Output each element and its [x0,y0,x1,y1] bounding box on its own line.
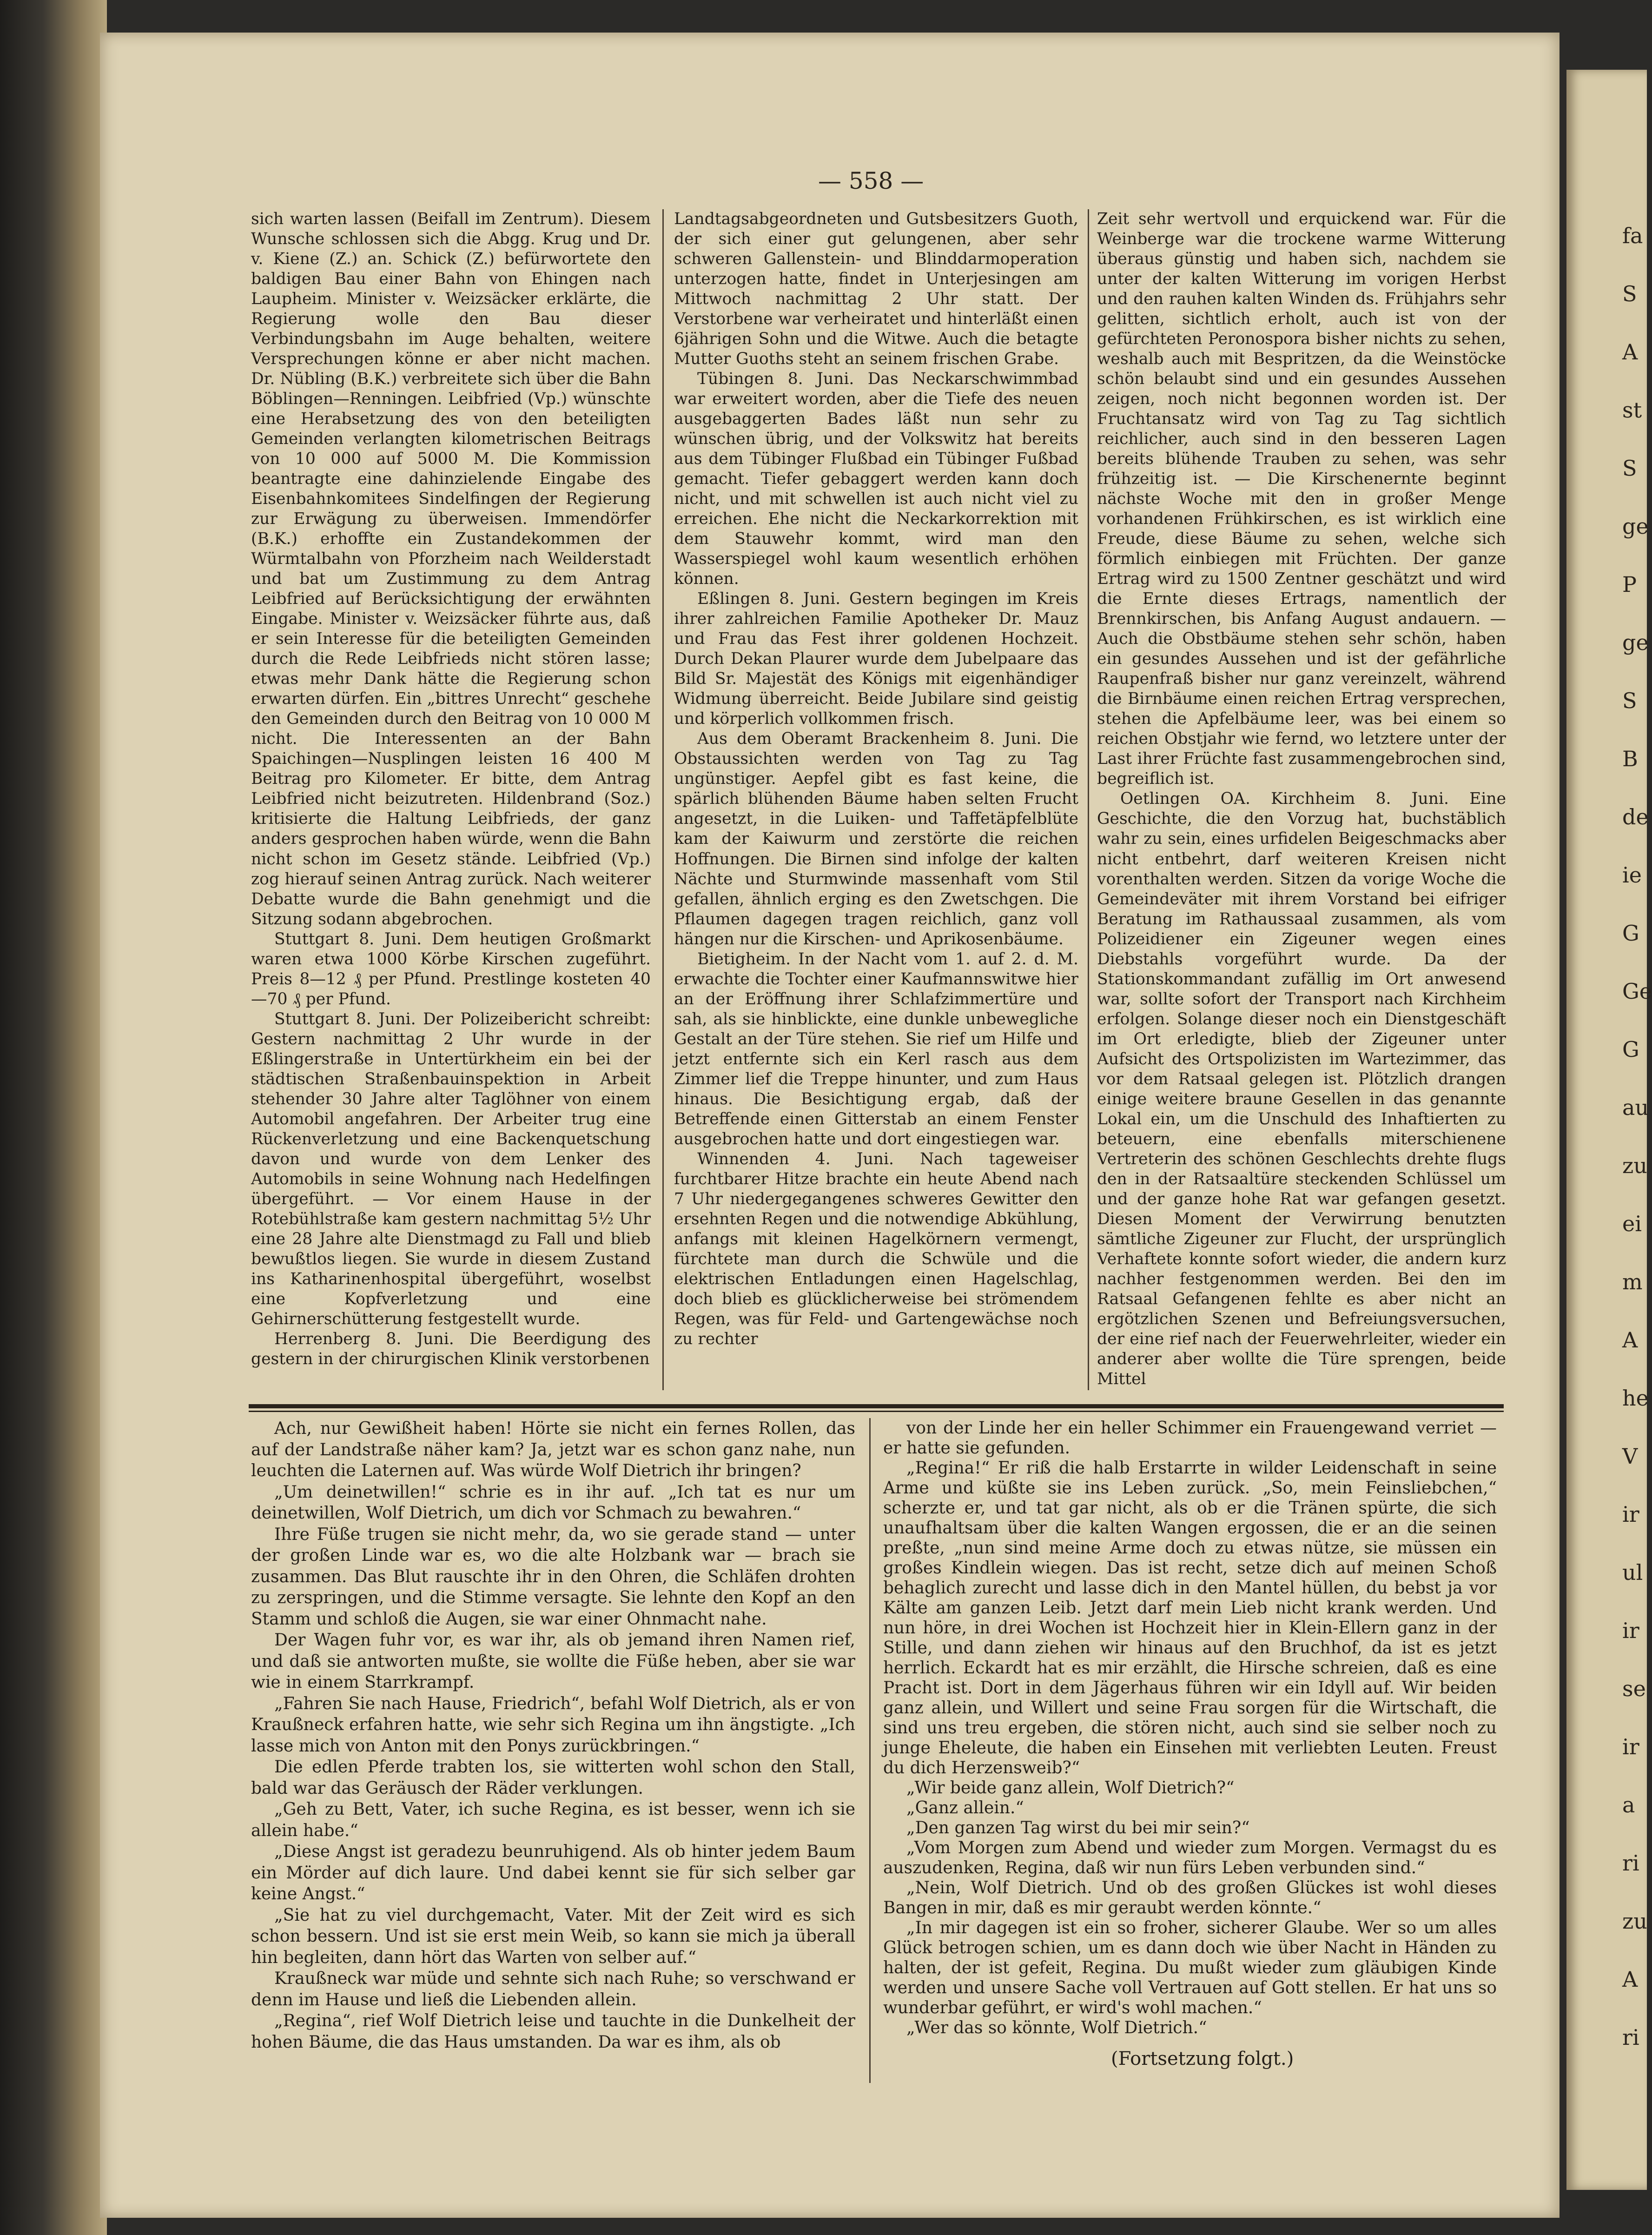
feuilleton-paragraph: Ach, nur Gewißheit haben! Hörte sie nicht ein fernes Rollen, das auf der Landstraße näher kam? Ja, jetzt war es schon ganz nahe, nun leuchten die Laternen auf. Was würde Wolf Dietrich ihr bringen? [251,1419,855,1480]
facing-page-fragment: S [1622,281,1637,306]
feuilleton-paragraph: „Um deinetwillen!“ schrie es in ihr auf. „Ich tat es nur um deinetwillen, Wolf Dietrich, um dich vor Schmach zu bewahren.“ [251,1482,855,1523]
news-paragraph: Bietigheim. In der Nacht vom 1. auf 2. d. M. erwachte die Tochter einer Kaufmannswitwe hier an der Eröffnung ihrer Schlafzimmertüre und sah, als sie hinblickte, eine dunkle unbewegliche Gestalt an der Türe stehen. Sie rief um Hilfe und jetzt entfernte sich ein Kerl rasch aus dem Zimmer lief die Treppe hinunter, und zum Haus hinaus. Die Besichtigung ergab, daß der Betreffende einen Gitterstab an einem Fenster ausgebrochen hatte und dort eingestiegen war. [674,949,1078,1148]
news-paragraph: sich warten lassen (Beifall im Zentrum). Diesem Wunsche schlossen sich die Abgg. Krug und Dr. v. Kiene (Z.) an. Schick (Z.) befürwortete den baldigen Bau einer Bahn von Ehingen nach Laupheim. Minister v. Weizsäcker erklärte, die Regierung wolle den Bau dieser Verbindungsbahn im Auge behalten, weitere Versprechungen könne er aber nicht machen. Dr. Nübling (B.K.) verbreitete sich über die Bahn Böblingen—Renningen. Leibfried (Vp.) wünschte eine Herabsetzung des von den beteiligten Gemeinden verlangten kilometrischen Beitrags von 10 000 auf 5000 M. Die Kommission beantragte eine dahinzielende Eingabe des Eisenbahnkomitees Sindelfingen der Regierung zur Erwägung zu überweisen. Immendörfer (B.K.) erhoffte ein Zustandekommen der Würmtalbahn von Pforzheim nach Weilderstadt und bat um Zustimmung zu dem Antrag Leibfried auf Berücksichtigung der erwähnten Eingabe. Minister v. Weizsäcker führte aus, daß er sein Interesse für die beteiligten Gemeinden durch die Rede Leibfrieds nicht stören lasse; etwas mehr Dank hätte die Regierung schon erwarten dürfen. Ein „bittres Unrecht“ geschehe den Gemeinden durch den Beitrag von 10 000 M nicht. Die Interessenten an der Bahn Spaichingen—Nusplingen leisten 16 400 M Beitrag pro Kilometer. Er bitte, dem Antrag Leibfried nicht beizutreten. Hildenbrand (Soz.) kritisierte die Haltung Leibfrieds, der ganz anders gesprochen haben würde, wenn die Bahn nicht schon im Gesetz stände. Leibfried (Vp.) zog hierauf seinen Antrag zurück. Nach weiterer Debatte wurde die Bahn genehmigt und die Sitzung sodann abgebrochen. [251,210,651,928]
news-paragraph: Stuttgart 8. Juni. Der Polizeibericht schreibt: Gestern nachmittag 2 Uhr wurde in der Eßlingerstraße in Untertürkheim ein bei der städtischen Straßenbauinspektion in Arbeit stehender 30 Jahre alter Taglöhner von einem Automobil angefahren. Der Arbeiter trug eine Rückenverletzung und eine Backenquetschung davon und wurde von dem Lenker des Automobils in seine Wohnung nach Hedelfingen übergeführt. — Vor einem Hause in der Rotebühlstraße kam gestern nachmittag 5½ Uhr eine 28 Jahre alte Dienstmagd zu Fall und blieb bewußtlos liegen. Sie wurde in diesem Zustand ins Katharinenhospital übergeführt, woselbst eine Kopfverletzung und eine Gehirnerschütterung festgestellt wurde. [251,1009,651,1328]
facing-page-fragment: st [1622,398,1642,423]
facing-page-fragment: ei [1622,1211,1642,1236]
feuilleton-paragraph: „Fahren Sie nach Hause, Friedrich“, befahl Wolf Dietrich, als er von Kraußneck erfahren hatte, wie sehr sich Regina um ihn ängstigte. „Ich lasse mich von Anton mit den Ponys zurückbringen.“ [251,1694,855,1756]
facing-page-fragment: G [1622,1037,1639,1062]
feuilleton-column-2 [883,1418,1497,2038]
feuilleton-paragraph: „Sie hat zu viel durchgemacht, Vater. Mit der Zeit wird es sich schon bessern. Und ist sie erst mein Weib, so kann sie mich ja überall hin begleiten, dann hört das Warten von selber auf.“ [251,1905,855,1967]
column-rule-1 [662,209,664,1390]
feuilleton-paragraph: Ihre Füße trugen sie nicht mehr, da, wo sie gerade stand — unter der großen Linde war es, wo die alte Holzbank war — brach sie zusammen. Das Blut rauschte ihr in den Ohren, die Schläfen drohten zu zerspringen, und die Stimme versagte. Sie lehnte den Kopf an den Stamm und schloß die Augen, sie war einer Ohnmacht nahe. [251,1525,855,1629]
feuilleton-paragraph: „Regina“, rief Wolf Dietrich leise und tauchte in die Dunkelheit der hohen Bäume, die das Haus umstanden. Da war es ihm, als ob [251,2011,855,2052]
news-paragraph: Winnenden 4. Juni. Nach tageweiser furchtbarer Hitze brachte ein heute Abend nach 7 Uhr niedergegangenes schweres Gewitter den ersehnten Regen und die notwendige Abkühlung, anfangs mit kleinen Hagelkörnern vermengt, fürchtete man durch die Schwüle und die elektrischen Entladungen einen Hagelschlag, doch blieb es glücklicherweise bei strömendem Regen, was für Feld- und Gartengewächse noch zu rechter [674,1149,1078,1348]
facing-page-fragment: A [1622,1967,1638,1992]
facing-page-fragment: he [1622,1386,1649,1411]
facing-page-fragment: V [1622,1444,1638,1469]
facing-page-fragment: m [1622,1269,1643,1294]
facing-page-fragment: se [1622,1676,1646,1701]
news-paragraph: Eßlingen 8. Juni. Gestern begingen im Kreis ihrer zahlreichen Familie Apotheker Dr. Mauz und Frau das Fest ihrer goldenen Hochzeit. Durch Dekan Plaurer wurde dem Jubelpaare das Bild Sr. Majestät des Königs mit eigenhändiger Widmung überreicht. Beide Jubilare sind geistig und körperlich vollkommen frisch. [674,590,1078,729]
book-edge [0,0,107,2235]
feuilleton-divider-thin [249,1411,1504,1412]
news-column-2 [674,209,1078,1349]
feuilleton-paragraph: „Regina!“ Er riß die halb Erstarrte in wilder Leidenschaft in seine Arme und küßte sie ins Leben zurück. „So, mein Feinsliebchen,“ scherzte er, und tat gar nicht, als ob er die Tränen spürte, die sich unaufhaltsam über die kalten Wangen ergossen, die er an die seinen preßte, „nun sind meine Arme doch zu etwas nütze, sie müssen ein großes Kindlein wiegen. Das ist recht, setze dich auf meinen Schoß behaglich zurecht und lasse dich in den Mantel hüllen, du bebst ja vor Kälte am ganzen Leib. Jetzt darf mein Lieb nicht krank werden. Und nun höre, in drei Wochen ist Hochzeit hier in Klein-Ellern ganz in der Stille, und dann ziehen wir hinaus auf den Bruchhof, da ist es jetzt herrlich. Eckardt hat es mir erzählt, die Hirsche schreien, daß es eine Pracht ist. Dort in dem Jägerhaus führen wir ein Idyll auf. Wir beiden ganz allein, und Willert und seine Frau sorgen für die Wirtschaft, die sind uns treu ergeben, die stören nicht, auch sind sie selber noch zu junge Eheleute, die haben ein Einsehen mit verliebten Leuten. Freust du dich Herzensweib?“ [883,1459,1497,1777]
facing-page-fragment: B [1622,746,1638,771]
facing-page-fragment: ri [1622,1850,1639,1876]
feuilleton-paragraph: „Den ganzen Tag wirst du bei mir sein?“ [906,1818,1250,1837]
news-paragraph: Oetlingen OA. Kirchheim 8. Juni. Eine Geschichte, die den Vorzug hat, buchstäblich wahr zu sein, eines urfidelen Beigeschmacks aber nicht entbehrt, darf weiteren Kreisen nicht vorenthalten werden. Sitzen da vorige Woche die Gemeindeväter mit ihrem Vorstand bei eifriger Beratung im Rathaussaal zusammen, als vom Polizeidiener ein Zigeuner wegen eines Diebstahls vorgeführt wurde. Da der Stationskommandant zufällig im Ort anwesend war, sollte sofort der Transport nach Kirchheim erfolgen. Solange dieser noch ein Dienstgeschäft im Ort erledigte, blieb der Zigeuner unter Aufsicht des Ortspolizisten im Wartezimmer, das vor dem Ratsaal gelegen ist. Plötzlich drangen einige weitere braune Gesellen in das genannte Lokal ein, um die Unschuld des Inhaftierten zu beteuern, eine ebenfalls miterschienene Vertreterin des schönen Geschlechts drehte flugs den in der Ratsaaltüre steckenden Schlüssel um und der ganze hohe Rat war gefangen gesetzt. Diesen Moment der Verwirrung benutzten sämtliche Zigeuner zur Flucht, der ursprünglich Verhaftete konnte sofort wieder, die andern kurz nachher festgenommen werden. Bei den im Ratsaal Gefangenen fehlte es aber nicht an ergötzlichen Szenen und Befreiungsversuchen, der eine rief nach der Feuerwehrleiter, wieder ein anderer aber wollte die Türe sprengen, beide Mittel [1097,789,1506,1388]
news-paragraph: Herrenberg 8. Juni. Die Beerdigung des gestern in der chirurgischen Klinik verstorbenen [251,1329,651,1368]
feuilleton-divider-thick [249,1404,1504,1408]
facing-page-fragment: de [1622,804,1649,829]
continuation-note: (Fortsetzung folgt.) [1111,2048,1294,2069]
feuilleton-paragraph: Der Wagen fuhr vor, es war ihr, als ob jemand ihren Namen rief, und daß sie antworten mußte, sie wollte die Füße heben, aber sie war wie in einem Starrkrampf. [251,1631,855,1692]
facing-page-fragment: au [1622,1095,1649,1120]
news-column-3 [1097,209,1506,1389]
column-rule-2 [1088,209,1089,1390]
feuilleton-paragraph: „Geh zu Bett, Vater, ich suche Regina, es ist besser, wenn ich sie allein habe.“ [251,1800,855,1840]
feuilleton-paragraph: Die edlen Pferde trabten los, sie witterten wohl schon den Stall, bald war das Geräusch der Räder verklungen. [251,1757,855,1798]
facing-page-fragment: A [1622,339,1638,365]
facing-page-fragment: S [1622,456,1637,481]
facing-page-fragment: ri [1622,2025,1639,2050]
news-paragraph: Landtagsabgeordneten und Gutsbesitzers Guoth, der sich einer gut gelungenen, aber sehr schweren Gallenstein- und Blinddarmoperation unterzogen hatte, findet in Unterjesingen am Mittwoch nachmittag 2 Uhr statt. Der Verstorbene war verheiratet und hinterläßt einen 6jährigen Sohn und die Witwe. Auch die betagte Mutter Guoths steht an seinem frischen Grabe. [674,210,1078,369]
facing-page-fragment: ul [1622,1560,1643,1585]
facing-page-fragment: ir [1622,1502,1639,1527]
facing-page-fragment: ie [1622,862,1642,888]
facing-page-fragment: a [1622,1792,1635,1817]
feuilleton-paragraph: „Ganz allein.“ [906,1798,1024,1817]
feuilleton-paragraph: von der Linde her ein heller Schimmer ein Frauengewand verriet — er hatte sie gefunden. [883,1419,1497,1458]
news-paragraph: Stuttgart 8. Juni. Dem heutigen Großmarkt waren etwa 1000 Körbe Kirschen zugeführt. Preis 8—12 ₰ per Pfund. Prestlinge kosteten 40—70 ₰ per Pfund. [251,929,651,1008]
feuilleton-column-1 [251,1418,855,2053]
facing-page-fragment: Ge [1622,979,1652,1004]
feuilleton-paragraph: „Wir beide ganz allein, Wolf Dietrich?“ [906,1778,1235,1797]
news-paragraph: Aus dem Oberamt Brackenheim 8. Juni. Die Obstaussichten werden von Tag zu Tag ungünstiger. Aepfel gibt es fast keine, die spärlich blühenden Bäume haben selten Frucht angesetzt, in die Luiken- und Taffetäpfelblüte kam der Kaiwurm und zerstörte die reichen Hoffnungen. Die Birnen sind infolge der kalten Nächte und Sturmwinde massenhaft vom Stil gefallen, ähnlich erging es den Zwetschgen. Die Pflaumen dagegen tragen reichlich, ganz voll hängen nur die Kirschen- und Aprikosenbäume. [674,730,1078,948]
facing-page-fragment: A [1622,1327,1638,1353]
news-column-1 [251,209,651,1369]
facing-page-fragment: ir [1622,1618,1639,1643]
feuilleton-column-rule [869,1418,871,2083]
facing-page-fragment: zu [1622,1153,1647,1178]
facing-page-edge [1566,70,1652,2190]
facing-page-fragment: P [1622,572,1637,597]
feuilleton-paragraph: „In mir dagegen ist ein so froher, sicherer Glaube. Wer so um alles Glück betrogen schien, um es dann doch wie über Nacht in Händen zu halten, der ist gefeit, Regina. Du mußt wieder zum gläubigen Kinde werden und unsere Sache voll Vertrauen auf Gott stellen. Er hat uns so wunderbar geführt, er wird's wohl machen.“ [883,1918,1497,2017]
facing-page-fragment: ir [1622,1734,1639,1759]
facing-page-fragment: fa [1622,223,1643,248]
facing-page-fragment: ge [1622,514,1649,539]
facing-page-fragment: G [1622,921,1639,946]
feuilleton-paragraph: „Wer das so könnte, Wolf Dietrich.“ [906,2018,1207,2037]
feuilleton-paragraph: „Vom Morgen zum Abend und wieder zum Morgen. Vermagst du es auszudenken, Regina, daß wir nun fürs Leben verbunden sind.“ [883,1838,1497,1877]
facing-page-fragment: S [1622,688,1637,713]
facing-page-fragment: ge [1622,630,1649,655]
news-paragraph: Zeit sehr wertvoll und erquickend war. Für die Weinberge war die trockene warme Witterung überaus günstig und haben sich, nachdem sie unter der kalten Witterung im vorigen Herbst und den rauhen kalten Winden ds. Frühjahrs sehr gelitten, sichtlich erholt, auch ist von der gefürchteten Peronospora bisher nichts zu sehen, weshalb auch mit Bespritzen, da die Weinstöcke schön belaubt sind und ein gesundes Aussehen zeigen, noch nicht begonnen worden ist. Der Fruchtansatz wird von Tag zu Tag sichtlich reichlicher, auch sind in den besseren Lagen bereits blühende Trauben zu sehen, was sehr frühzeitig ist. — Die Kirschenernte beginnt nächste Woche mit den in großer Menge vorhandenen Frühkirschen, es ist wirklich eine Freude, diese Bäume zu sehen, welche sich förmlich einbiegen mit Früchten. Der ganze Ertrag wird zu 1500 Zentner geschätzt und wird die Ernte dieses Ertrags, namentlich der Brennkirschen, bis Anfang August andauern. — Auch die Obstbäume stehen sehr schön, haben ein gesundes Aussehen und ist der gefährliche Raupenfraß bisher nur ganz vereinzelt, während die Birnbäume einen reichen Ertrag versprechen, stehen die Apfelbäume leer, was bei einem so reichen Obstjahr wie fernd, wo letztere unter der Last ihrer Früchte fast zusammengebrochen sind, begreiflich ist. [1097,210,1506,789]
news-paragraph: Tübingen 8. Juni. Das Neckarschwimmbad war erweitert worden, aber die Tiefe des neuen ausgebaggerten Bades läßt nun sehr zu wünschen übrig, und der Volkswitz hat bereits aus dem Tübinger Flußbad ein Tübinger Fußbad gemacht. Tiefer gebaggert werden kann doch nicht, und mit schwellen ist auch nicht viel zu erreichen. Ehe nicht die Neckarkorrektion mit dem Stauwehr kommt, wird man den Wasserspiegel wohl kaum wesentlich erhöhen können. [674,370,1078,589]
feuilleton-paragraph: „Nein, Wolf Dietrich. Und ob des großen Glückes ist wohl dieses Bangen in mir, daß es mir geraubt werden könnte.“ [883,1878,1497,1917]
facing-page-fragment: zu [1622,1909,1647,1934]
page-number: — 558 — [818,167,924,194]
feuilleton-paragraph: Kraußneck war müde und sehnte sich nach Ruhe; so verschwand er denn im Hause und ließ die Liebenden allein. [251,1969,855,2010]
feuilleton-paragraph: „Diese Angst ist geradezu beunruhigend. Als ob hinter jedem Baum ein Mörder auf dich laure. Und dabei kennt sie für sich selber gar keine Angst.“ [251,1842,855,1903]
